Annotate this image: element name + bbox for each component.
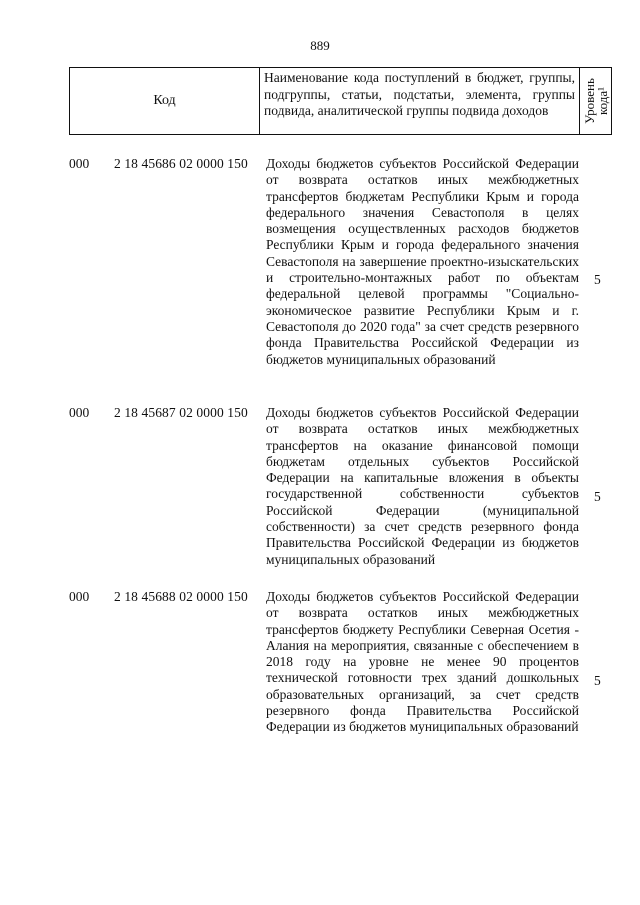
header-code-label: Код [153,93,176,108]
row-level: 5 [594,673,601,688]
header-level-label [583,78,609,124]
header-level-line2: кода¹ [594,86,610,116]
row-description: Доходы бюджетов субъектов Российской Федерации от возврата остатков иных межбюджетных трансфертов на оказание финансовой помощи бюджетам отдельных субъектов Российской Федерации на капитальные вложения в объекты государственной собственности субъектов Российской Федерации (муниципальной собственности) за счет средств резервного фонда Правительства Российской Федерации из бюджетов муниципальных образований [266,405,579,567]
header-level-cell [580,68,611,134]
header-name-cell [260,68,580,134]
admin-code: 000 [69,589,90,604]
budget-code: 2 18 45688 02 0000 150 [114,589,248,604]
admin-code: 000 [69,405,90,420]
page-number: 889 [310,38,330,53]
table-header [69,67,612,135]
row-description: Доходы бюджетов субъектов Российской Федерации от возврата остатков иных межбюджетных трансфертов бюджету Республики Северная Осетия - Алания на мероприятия, связанные с обеспечением в 2018 году на уровне не менее 90 процентов технической готовности трех зданий дошкольных образовательных организаций, за счет средств резервного фонда Правительства Российской Федерации из бюджетов муниципальных образований [266,589,579,735]
row-level: 5 [594,489,601,504]
budget-code: 2 18 45687 02 0000 150 [114,405,248,420]
header-code-cell [70,68,260,134]
admin-code: 000 [69,156,90,171]
header-level-line1: Уровень [581,78,597,124]
row-description: Доходы бюджетов субъектов Российской Федерации от возврата остатков иных межбюджетных трансфертов бюджетам Республики Крым и города федерального значения Севастополя в целях возмещения осуществленных расходов бюджетов Республики Крым и города федерального значения Севастополя на завершение проектно-изыскательских и строительно-монтажных работ по объектам федеральной целевой программы "Социально-экономическое развитие Республики Крым и г. Севастополя до 2020 года" за счет средств резервного фонда Правительства Российской Федерации из бюджетов муниципальных образований [266,156,579,367]
row-level: 5 [594,272,601,287]
budget-code: 2 18 45686 02 0000 150 [114,156,248,171]
header-name-label: Наименование кода поступлений в бюджет, группы, подгруппы, статьи, подстатьи, элемента, группы подвида, аналитической группы подвида доходов [264,70,575,118]
